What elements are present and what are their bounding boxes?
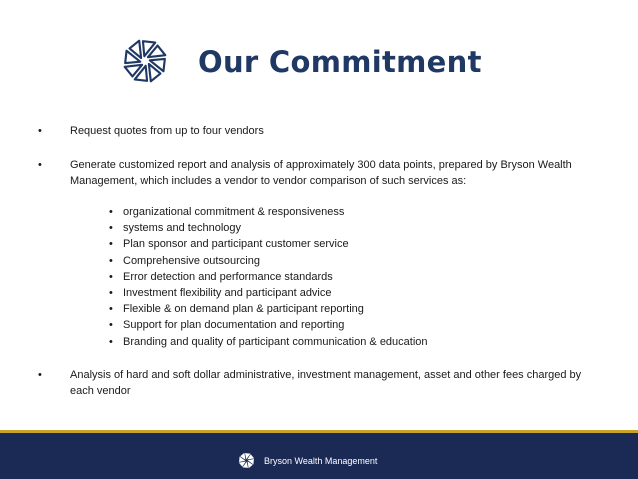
- sub-bullet-marker: •: [109, 335, 113, 348]
- sub-bullet-marker: •: [109, 254, 113, 267]
- bullet-text: Request quotes from up to four vendors: [70, 125, 264, 137]
- bullet-item: [38, 123, 598, 139]
- sub-bullet-list: [38, 204, 598, 350]
- sub-bullet-marker: •: [109, 222, 113, 235]
- sub-bullet-item: [38, 285, 598, 301]
- sub-bullet-text: organizational commitment & responsiveness: [123, 206, 345, 218]
- footer-bar: [0, 433, 638, 479]
- sub-bullet-item: [38, 204, 598, 220]
- sub-bullet-marker: •: [109, 286, 113, 299]
- pinwheel-logo-icon: [236, 450, 257, 471]
- bullet-text: Analysis of hard and soft dollar administrative, investment management, asset and other fees charged by each vendor: [70, 368, 582, 397]
- sub-bullet-text: Flexible & on demand plan & participant reporting: [123, 303, 364, 316]
- sub-bullet-text: Error detection and performance standards: [123, 270, 333, 283]
- sub-bullet-text: Investment flexibility and participant advice: [123, 286, 332, 299]
- sub-bullet-item: [38, 253, 598, 269]
- sub-bullet-item: [38, 220, 598, 236]
- footer-company-name: Bryson Wealth Management: [264, 456, 378, 466]
- slide-title: Our Commitment: [198, 45, 482, 79]
- bullet-text: Generate customized report and analysis of approximately 300 data points, prepared by Bryson Wealth Management, which includes a vendor to vendor comparison of such services as:: [70, 159, 572, 187]
- sub-bullet-marker: •: [109, 206, 113, 218]
- bullet-item: [38, 157, 598, 189]
- sub-bullet-item: [38, 301, 598, 317]
- sub-bullet-item: [38, 317, 598, 333]
- sub-bullet-item: [38, 236, 598, 252]
- bullet-marker: •: [38, 159, 42, 171]
- sub-bullet-text: systems and technology: [123, 222, 242, 235]
- pinwheel-logo-icon: [116, 32, 174, 90]
- sub-bullet-item: [38, 269, 598, 285]
- bullet-item: [38, 367, 598, 399]
- sub-bullet-text: Branding and quality of participant communication & education: [123, 335, 428, 348]
- bullet-list: [38, 123, 598, 399]
- sub-bullet-marker: •: [109, 238, 113, 251]
- bullet-marker: •: [38, 125, 42, 137]
- sub-bullet-item: [38, 334, 598, 350]
- sub-bullet-marker: •: [109, 270, 113, 283]
- bullet-marker: •: [38, 368, 42, 381]
- sub-bullet-text: Plan sponsor and participant customer service: [123, 238, 349, 251]
- sub-bullet-text: Support for plan documentation and reporting: [123, 319, 345, 332]
- sub-bullet-text: Comprehensive outsourcing: [123, 254, 260, 267]
- sub-bullet-marker: •: [109, 319, 113, 332]
- sub-bullet-marker: •: [109, 303, 113, 316]
